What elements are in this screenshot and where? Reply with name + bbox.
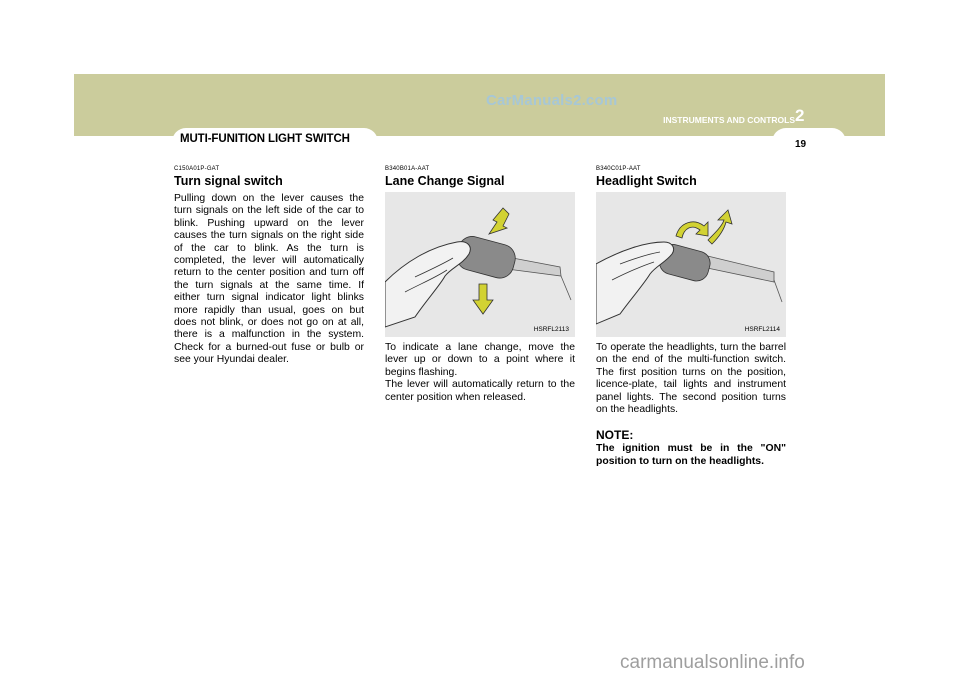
footer-watermark[interactable]: carmanualsonline.info bbox=[620, 652, 805, 673]
headlight-figure bbox=[596, 192, 786, 337]
body-paragraph: The lever will automatically return to the center position when released. bbox=[385, 379, 575, 403]
hand-barrel-illustration bbox=[596, 192, 786, 337]
section-code: B340B01A-AAT bbox=[385, 166, 430, 172]
header-band bbox=[74, 74, 885, 136]
chapter-title: INSTRUMENTS AND CONTROLS bbox=[663, 115, 795, 125]
section-heading: Headlight Switch bbox=[596, 174, 697, 188]
site-watermark[interactable]: CarManuals2.com bbox=[486, 92, 618, 109]
hand-lever-illustration bbox=[385, 192, 575, 337]
page-number: 19 bbox=[795, 139, 807, 150]
figure-code: HSRFL2114 bbox=[744, 326, 780, 333]
column-headlight bbox=[596, 166, 786, 468]
note-body: The ignition must be in the "ON" position to turn on the headlights. bbox=[596, 443, 786, 467]
page-tab bbox=[772, 128, 846, 154]
section-heading: Lane Change Signal bbox=[385, 174, 505, 188]
figure-code: HSRFL2113 bbox=[533, 326, 569, 333]
section-heading: Turn signal switch bbox=[174, 174, 283, 188]
section-body bbox=[385, 342, 575, 404]
note-heading: NOTE: bbox=[596, 428, 634, 443]
section-body bbox=[174, 193, 364, 367]
section-code: C150A01P-GAT bbox=[174, 166, 220, 172]
column-turn-signal bbox=[174, 166, 364, 367]
column-lane-change bbox=[385, 166, 575, 404]
body-paragraph: To operate the headlights, turn the barrel on the end of the multi-function switch. The first position turns on the position, licence-plate, tail lights and instrument panel lights. The second position turns on the headlights. bbox=[596, 342, 786, 416]
body-paragraph: Pulling down on the lever causes the turn signals on the left side of the car to blink. Pushing upward on the lever causes the turn signals on the right side of the car to blink. As the turn is completed, the lever will automatically return to the center position and turn off the turn signals at the same time. If either turn signal indicator light blinks more rapidly than usual, goes on but does not blink, or does not go on at all, there is a malfunction in the system. Check for a burned-out fuse or bulb or see your Hyundai dealer. bbox=[174, 193, 364, 366]
section-title: MUTI-FUNITION LIGHT SWITCH bbox=[180, 133, 350, 145]
body-paragraph: To indicate a lane change, move the lever up or down to a point where it begins flashing. bbox=[385, 342, 575, 378]
lane-change-figure bbox=[385, 192, 575, 337]
section-code: B340C01P-AAT bbox=[596, 166, 641, 172]
section-body bbox=[596, 342, 786, 416]
chapter-number: 2 bbox=[795, 106, 805, 125]
